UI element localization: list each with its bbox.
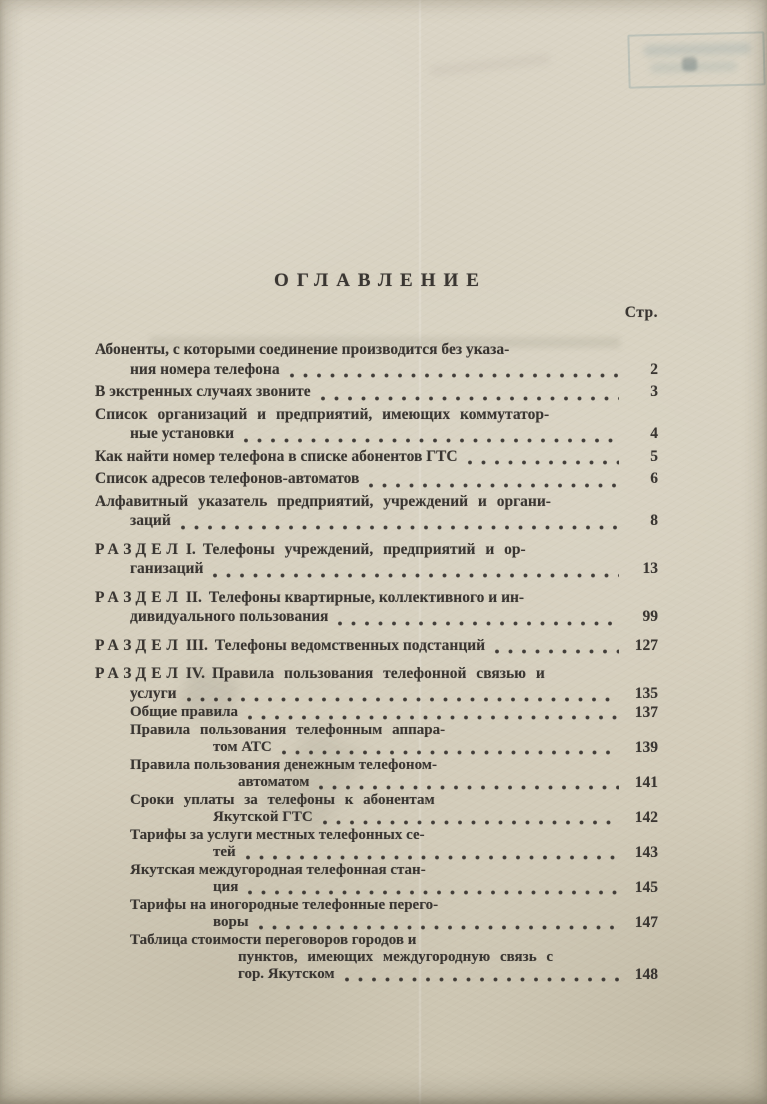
dot-leader [243,428,619,444]
toc-line [95,774,658,791]
dot-leader [337,611,619,627]
entry-text: Телефоны учреждений, предприятий и ор- [202,540,526,558]
section-numeral: IV. [185,665,205,682]
entry-text: ные установки [130,425,235,442]
toc-line [95,340,658,360]
toc-line [95,492,658,512]
toc-entry [95,897,658,931]
toc-content [95,270,658,983]
toc-entry [95,492,658,531]
dot-leader [245,845,619,861]
toc-list [95,340,658,983]
page-number: 127 [634,636,658,654]
toc-entry [95,340,658,379]
section-label: РАЗДЕЛ [95,665,183,682]
toc-line [95,511,658,531]
toc-line [95,684,658,704]
page-number: 145 [634,879,658,896]
library-stamp [627,31,765,88]
stamp-ink-blot [682,57,697,71]
entry-text: Абоненты, с которыми соединение производится без указа- [95,341,510,358]
entry-text: ния номера телефона [130,360,280,378]
toc-line [95,792,658,809]
toc-entry [95,757,658,791]
page-title: ОГЛАВЛЕНИЕ [274,270,487,291]
entry-text: заций [130,512,171,529]
page-number: 4 [650,425,658,442]
entry-text: пунктов, имеющих междугородную связь с [238,949,554,965]
page-number: 13 [642,560,658,577]
dot-leader [368,473,619,489]
toc-line [95,879,658,896]
toc-line [95,897,658,914]
toc-line [95,966,658,983]
toc-entry [95,827,658,861]
toc-entry [95,862,658,896]
dot-leader [212,563,619,579]
toc-entry [95,636,658,656]
page-number: 8 [650,512,658,529]
entry-text: гор. Якутском [238,966,335,982]
entry-text: Правила пользования телефонной связью и [212,665,545,682]
dot-leader [318,775,619,791]
entry-text: Алфавитный указатель предприятий, учреждений и органи- [95,492,551,510]
dot-leader [322,810,619,826]
toc-line [95,949,658,966]
toc-line [95,559,658,579]
entry-text: Правила пользования денежным телефоном- [130,757,438,773]
toc-line [95,827,658,844]
dot-leader [247,880,619,896]
entry-text: Список адресов телефонов-автоматов [95,470,360,487]
entry-text: дивидуального пользования [130,608,329,625]
entry-text: Как найти номер телефона в списке абонентов ГТС [95,447,458,465]
toc-line [95,932,658,949]
entry-text: ганизаций [130,560,204,577]
toc-entry [95,382,658,402]
toc-line [95,757,658,774]
dot-leader [289,363,619,379]
dot-leader [180,515,619,531]
toc-line [95,862,658,879]
toc-entry [95,540,658,579]
toc-entry [95,932,658,983]
entry-text: Якутской ГТС [213,809,313,825]
toc-entry [95,447,658,467]
entry-text: Якутская междугородная телефонная стан- [130,862,426,878]
toc-line [95,739,658,756]
page-number: 148 [634,966,658,983]
entry-text: Телефоны ведомственных подстанций [214,636,486,654]
entry-text: Тарифы на иногородные телефонные перего- [130,897,439,913]
page-number: 142 [634,809,658,826]
toc-line [95,424,658,444]
page-number: 147 [634,914,658,931]
toc-entry [95,704,658,721]
entry-text: Общие правила [130,704,239,720]
dot-leader [467,450,619,466]
dot-leader [494,639,619,655]
dot-leader [281,740,619,756]
entry-text: ция [213,879,239,895]
toc-line [95,636,658,656]
toc-line [95,704,658,721]
page-number: 3 [650,383,658,400]
toc-line [95,722,658,739]
page-number: 141 [634,774,658,791]
dot-leader [320,386,619,402]
dot-leader [258,915,619,931]
stamp-faded-text-line [644,43,751,57]
page-number: 5 [650,447,658,465]
toc-entry [95,722,658,756]
dot-leader [344,967,619,983]
entry-text: В экстренных случаях звоните [95,383,311,400]
entry-text: услуги [130,684,177,702]
page-number: 137 [634,704,658,721]
toc-line [95,382,658,402]
entry-text: Сроки уплаты за телефоны к абонентам [130,792,435,808]
paper-scratch [430,54,550,76]
toc-line [95,360,658,380]
toc-line [95,447,658,467]
entry-text: Таблица стоимости переговоров городов и [130,932,417,948]
entry-text: Список организаций и предприятий, имеющих коммутатор- [95,405,550,423]
section-label: РАЗДЕЛ [95,588,183,606]
entry-text: Тарифы за услуги местных телефонных се- [130,827,425,843]
entry-text: том АТС [213,739,272,755]
section-label: РАЗДЕЛ [95,540,183,558]
entry-text: Правила пользования телефонным аппара- [130,722,446,738]
toc-line [95,540,658,560]
toc-entry [95,469,658,489]
toc-line [95,664,658,684]
section-numeral: II. [185,588,202,606]
page-number: 135 [634,684,658,702]
toc-entry [95,792,658,826]
toc-entry [95,664,658,703]
toc-entry [95,588,658,627]
dot-leader [186,687,619,703]
toc-line [95,588,658,608]
entry-text: Телефоны квартирные, коллективного и ин- [208,588,525,606]
toc-line [95,607,658,627]
entry-text: тей [213,844,236,860]
page-column-header: Стр. [624,304,658,321]
page-number: 2 [650,360,658,378]
page-number: 6 [650,470,658,487]
page-number: 99 [642,608,658,625]
section-label: РАЗДЕЛ [95,636,183,654]
toc-line [95,469,658,489]
section-numeral: III. [185,636,208,654]
entry-text: воры [213,914,249,930]
toc-line [95,405,658,425]
toc-entry [95,405,658,444]
toc-line [95,844,658,861]
toc-line [95,914,658,931]
toc-line [95,809,658,826]
page-number: 143 [634,844,658,861]
section-numeral: I. [185,540,196,558]
entry-text: автоматом [238,774,310,790]
dot-leader [247,705,619,721]
page-number: 139 [634,739,658,756]
